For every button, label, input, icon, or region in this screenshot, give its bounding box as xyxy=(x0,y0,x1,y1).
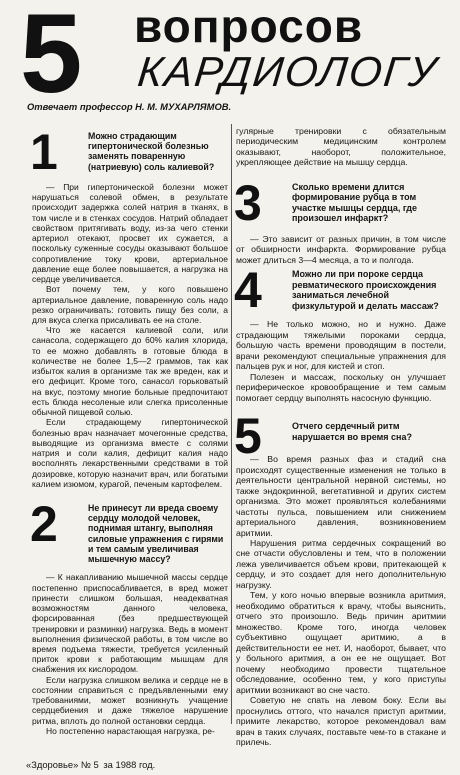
answer-paragraph: — К накапливанию мышечной массы сердце постепенно приспосабливается, в вред может принести слишком большая, неадекватная возможностям данного человека, форсированная (без предшествующей тренировки и разминки) нагрузка. Ведь в момент выполнения физической работы, в том числе во время подъема тяжести, требуется усиленный приток крови к работающим мышцам для снабжения их кислородом. xyxy=(32,572,228,675)
answer-3 xyxy=(236,234,446,265)
headline-number: 5 xyxy=(20,0,81,116)
answer-paragraph: Советую не спать на левом боку. Если вы проснулись оттого, что начался приступ аритмии, примите лекарство, которое рекомендовал вам врач в таких случаях, поставьте чем-то в стакане и прилечь. xyxy=(236,695,446,748)
question-number: 2 xyxy=(30,495,58,552)
answer-paragraph: Нарушения ритма сердечных сокращений во сне отчасти обусловлены и тем, что в положении лежа увеличивается объем крови, притекающей к сердцу, и это создает для него дополнительную нагрузку. xyxy=(236,537,446,590)
question-3 xyxy=(234,174,446,231)
answer-paragraph: Что же касается калиевой соли, или санасола, содержащего до 60% калия хлорида, то ее можно добавлять в готовые блюда в количестве не более 1,5—2 граммов, так как избыток калия в организме так же вреден, как и его дефицит. Кроме того, санасол горьковатый на вкус, поэтому многие больные предпочитают есть блюда несоленые или слегка присоленные обычной пищевой солью. xyxy=(32,325,228,418)
column-divider xyxy=(231,124,232,724)
question-number: 3 xyxy=(234,174,262,231)
question-number: 5 xyxy=(234,408,262,465)
answer-paragraph: Полезен и массаж, поскольку он улучшает периферическое кровообращение и тем самым помогает сердцу выполнять насосную функцию. xyxy=(236,371,446,403)
question-number: 4 xyxy=(234,262,262,319)
answer-2-continuation: гулярные тренировки с обязательным периодическим медицинским контролем оказывают, наоборот, положительное, укрепляющее действие на мышцу сердца. xyxy=(236,126,446,168)
question-text: Не принесут ли вреда своему сердцу молодой человек, поднимая штангу, выполняя силовые упражнения с гирями и тем самым увеличивая мышечную массу? xyxy=(88,502,224,565)
source-footer xyxy=(26,759,155,770)
answer-4 xyxy=(236,319,446,403)
answer-2 xyxy=(32,572,228,736)
answer-paragraph: Если нагрузка слишком велика и сердце не в состоянии справиться с предъявленными ему требованиями, может возникнуть учащение сердцебиения и даже тяжелое нарушение ритма, вплоть до полной остановки сердца. xyxy=(32,674,228,726)
question-number: 1 xyxy=(30,124,58,180)
question-text: Можно ли при пороке сердца ревматического происхождения заниматься лечебной физкультурой и делать массаж? xyxy=(292,269,439,311)
answer-paragraph: — Не только можно, но и нужно. Даже страдающим тяжелыми пороками сердца, большую часть времени проводящим в постели, врачи рекомендуют специальные упражнения для пальцев рук и ног, для кистей и стоп. xyxy=(236,319,446,372)
question-text: Сколько времени длится формирование рубца в том участке мышцы сердца, где произошел инфаркт? xyxy=(292,181,417,224)
answer-paragraph: Но постепенно нарастающая нагрузка, ре- xyxy=(46,725,215,736)
headline-subtitle: КАРДИОЛОГУ xyxy=(135,48,441,95)
headline-title: вопросов xyxy=(134,0,364,52)
answer-paragraph: — Во время разных фаз и стадий сна происходят существенные изменения не только в деятельности центральной нервной системы, но также эндокринной, вегетативной и других систем организма. Это может проявляться колебаниями частоты пульса, повышением или снижением артериального давления, возникновением аритмии. xyxy=(236,454,446,538)
question-1 xyxy=(30,124,228,180)
answer-paragraph: Если страдающему гипертонической болезнью врач назначает мочегонные средства, выводящие из организма вместе с солями натрия и соли калия, дефицит калия надо восполнять лекарственными средствами в той дозировке, которую назначит врач, или богатыми калием изюмом, курагой, печеным картофелем. xyxy=(32,417,228,489)
answer-paragraph: — При гипертонической болезни может нарушаться солевой обмен, в результате происходит задержка солей натрия в тканях, в том числе и в стенках сосудов. Натрий обладает свойством притягивать воду, из-за чего стенки артериол отекают, просвет их сужается, а поскольку суженные сосуды оказывают большое сопротивление току крови, артериальное давление еще более повышается, а нагрузка на сердце увеличивается. xyxy=(32,181,228,285)
question-5 xyxy=(234,408,446,465)
respondent-line: Отвечает профессор Н. М. МУХАРЛЯМОВ. xyxy=(27,101,232,112)
answer-paragraph: — Это зависит от разных причин, в том числе от обширности инфаркта. Формирование рубца может длиться 3—4 месяца, а то и полгода. xyxy=(236,233,446,265)
source-journal: «Здоровье» № 5 xyxy=(26,759,99,770)
question-2 xyxy=(30,495,228,565)
left-column xyxy=(30,124,228,736)
right-column xyxy=(236,126,446,748)
question-text: Отчего сердечный ритм нарушается во время сна? xyxy=(292,421,412,442)
answer-5 xyxy=(236,454,446,748)
answer-paragraph: Тем, у кого ночью впервые возникла аритмия, необходимо обратиться к врачу, чтобы выяснить, отчего это произошло. Ведь причин аритмии множество. Кроме того, иногда человек субъективно ощущает аритмию, а в действительности ее нет. И, наоборот, бывает, что у больного аритмия, а он ее не ощущает. Вот почему необходимо провести тщательное обследование, особенно тем, у кого приступы аритмии возникают во сне часто. xyxy=(236,590,446,695)
source-year: за 1988 год. xyxy=(103,759,156,770)
question-4 xyxy=(234,262,446,319)
answer-1 xyxy=(32,182,228,489)
question-text: Можно страдающим гипертонической болезнью заменять поваренную (натриевую) соль калиевой? xyxy=(88,131,215,172)
answer-paragraph: Вот почему тем, у кого повышено артериальное давление, поваренную соль надо резко ограничивать: готовить пищу без соли, а для вкуса слегка присаливать ее на столе. xyxy=(32,284,228,325)
